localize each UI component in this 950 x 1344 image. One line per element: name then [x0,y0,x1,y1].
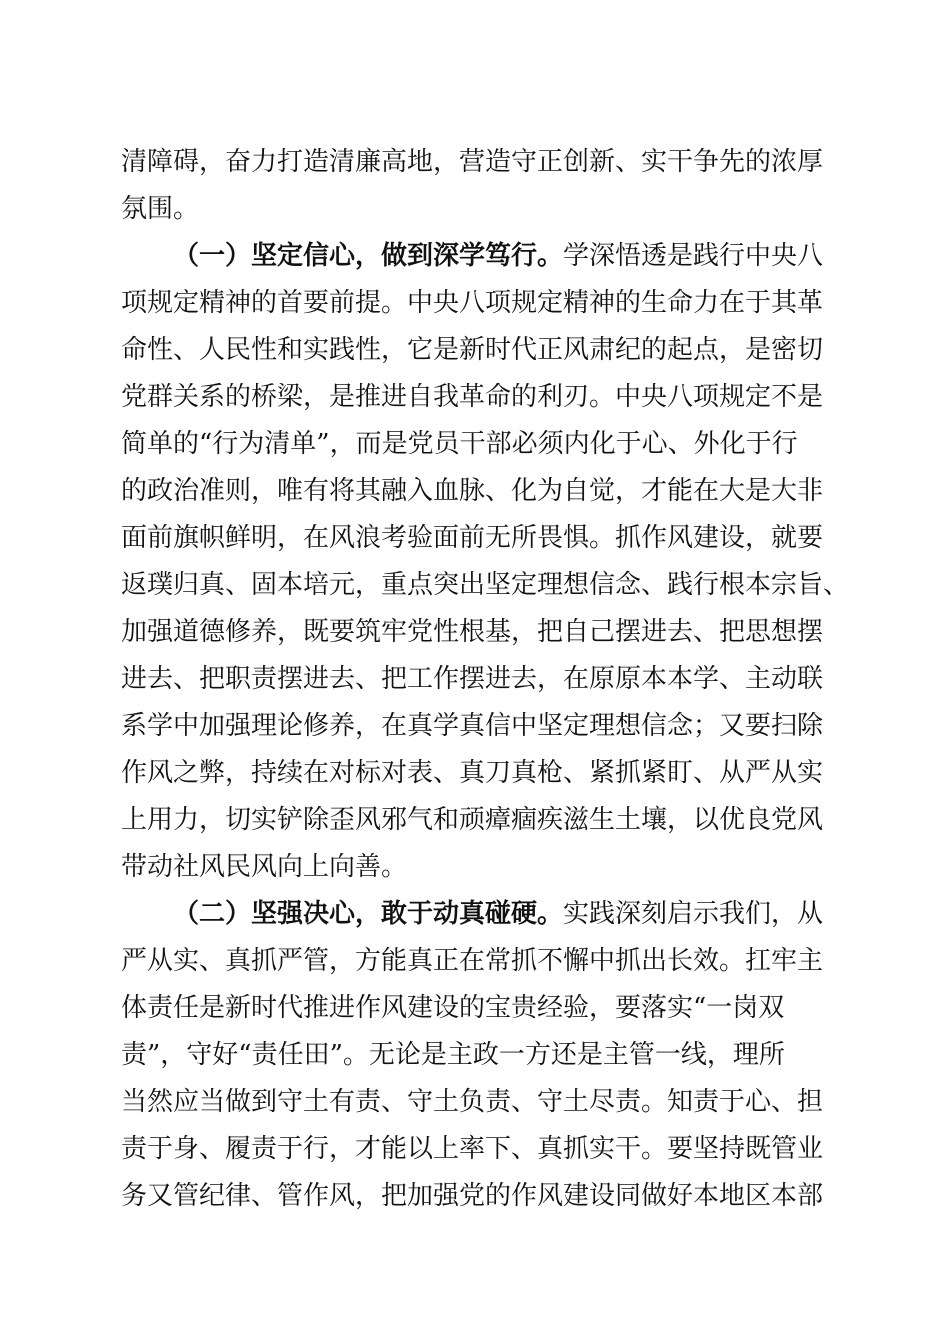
paragraph-line: 上用力，切实铲除歪风邪气和顽瘴痼疾滋生土壤，以优良党风 [121,805,824,835]
paragraph-line: 体责任是新时代推进作风建设的宝贵经验，要落实“一岗双 [121,993,785,1023]
paragraph-line: 简单的“行为清单”，而是党员干部必须内化于心、外化于行 [121,429,798,459]
paragraph-line: 党群关系的桥梁，是推进自我革命的利刃。中央八项规定不是 [121,382,824,412]
paragraph-line: 责”，守好“责任田”。无论是主政一方还是主管一线，理所 [121,1040,785,1070]
paragraph-line: 务又管纪律、管作风，把加强党的作风建设同做好本地区本部 [121,1181,824,1211]
paragraph-text: 学深悟透是践行中央八 [563,241,824,271]
paragraph-line: 作风之弊，持续在对标对表、真刀真枪、紧抓紧盯、从严从实 [121,758,824,788]
paragraph-line: 带动社风民风向上向善。 [121,852,408,882]
section-heading: （二）坚强决心，敢于动真碰硬。 [173,899,564,929]
paragraph-line: 氛围。 [121,194,200,224]
paragraph-line: 严从实、真抓严管，方能真正在常抓不懈中抓出长效。扛牢主 [121,946,824,976]
paragraph-line: 的政治准则，唯有将其融入血脉、化为自觉，才能在大是大非 [121,476,824,506]
paragraph-line: 返璞归真、固本培元，重点突出坚定理想信念、践行根本宗旨、 [121,570,850,600]
paragraph-line: 清障碍，奋力打造清廉高地，营造守正创新、实干争先的浓厚 [121,147,824,177]
paragraph-line: 项规定精神的首要前提。中央八项规定精神的生命力在于其革 [121,288,824,318]
paragraph-line: 加强道德修养，既要筑牢党性根基，把自己摆进去、把思想摆 [121,617,824,647]
paragraph-line: 当然应当做到守土有责、守土负责、守土尽责。知责于心、担 [121,1087,824,1117]
paragraph-text: 实践深刻启示我们，从 [563,899,824,929]
paragraph-line: 进去、把职责摆进去、把工作摆进去，在原原本本学、主动联 [121,664,824,694]
section-heading-line [173,236,823,276]
paragraph-line: 面前旗帜鲜明，在风浪考验面前无所畏惧。抓作风建设，就要 [121,523,824,553]
paragraph-line: 系学中加强理论修养，在真学真信中坚定理想信念；又要扫除 [121,711,824,741]
section-heading-line [173,894,823,934]
paragraph-line: 责于身、履责于行，才能以上率下、真抓实干。要坚持既管业 [121,1134,824,1164]
paragraph-line: 命性、人民性和实践性，它是新时代正风肃纪的起点，是密切 [121,335,824,365]
section-heading: （一）坚定信心，做到深学笃行。 [173,241,564,271]
